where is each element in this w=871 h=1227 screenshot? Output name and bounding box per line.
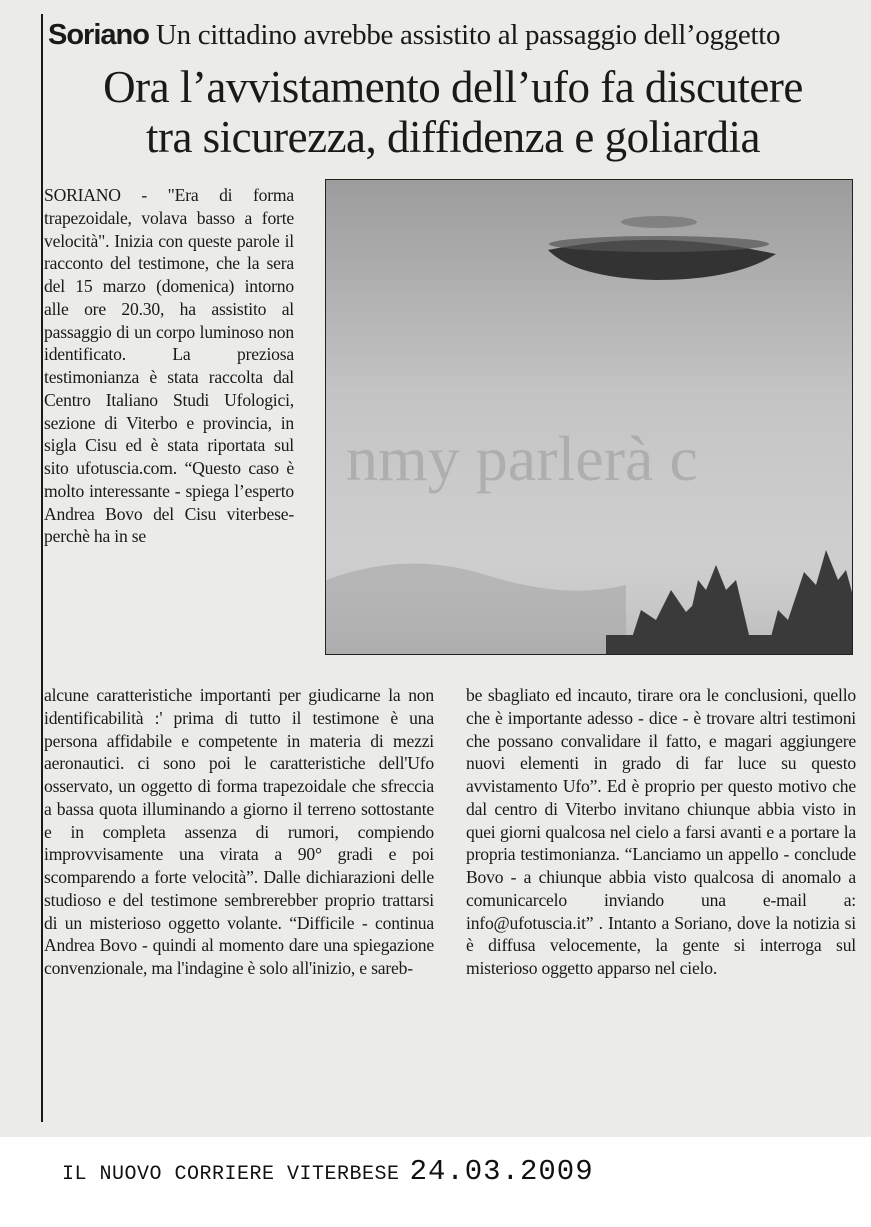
newspaper-name: IL NUOVO CORRIERE VITERBESE — [62, 1163, 400, 1186]
article-column-2 — [44, 684, 434, 980]
article-text-2: alcune caratteristiche importanti per giudicarne la non identificabilità :' prima di tutto il testimone è una persona affidabile e competente in materia di mezzi aeronautici. ci sono poi le caratteristiche dell'Ufo osservato, un oggetto di forma trapezoidale che sfreccia a bassa quota illuminando a giorno il terreno sottostante e in completa assenza di rumori, compiendo improvvisamente una virata a 90° gradi e poi scomparendo a forte velocità”. Dalle dichiarazioni delle studioso e del testimone sembrerebber proprio trattarsi di un misterioso oggetto volante. “Difficile - continua Andrea Bovo - quindi al momento dare una spiegazione convenzionale, ma l'indagine è solo all'inizio, e sareb- — [44, 685, 434, 978]
article-column-3 — [466, 684, 856, 980]
kicker — [48, 14, 780, 56]
publication-date: 24.03.2009 — [409, 1155, 594, 1188]
headline — [48, 62, 858, 162]
headline-line-1: Ora l’avvistamento dell’ufo fa discutere — [103, 62, 803, 112]
ufo-photo — [325, 179, 853, 655]
column-rule — [41, 14, 43, 1122]
kicker-text: Un cittadino avrebbe assistito al passaggio dell’oggetto — [155, 19, 781, 51]
article-text-3: be sbagliato ed incauto, tirare ora le conclusioni, quello che è importante adesso - dice - è trovare altri testimoni che possano convalidare il fatto, e magari aggiungere nuovi elementi in grado di far luce su questo avvistamento Ufo”. Ed è proprio per questo motivo che dal centro di Viterbo invitano chiunque abbia visto in quei giorni qualcosa nel cielo a farsi avanti e a portare la propria testimonianza. “Lanciamo un appello - conclude Bovo - a chiunque abbia visto qualcosa di anomalo a comunicarcelo inviando una e-mail a: info@ufotuscia.it” . Intanto a Soriano, dove la notizia si è diffusa velocemente, la gente si interroga sul misterioso oggetto apparso nel cielo. — [466, 685, 856, 978]
photo-bleed-text: nmy parlerà c — [346, 423, 698, 494]
ufo-photo-image — [326, 180, 853, 655]
source-caption — [62, 1155, 594, 1188]
article-column-1 — [44, 184, 294, 548]
headline-line-2: tra sicurezza, diffidenza e goliardia — [145, 112, 761, 162]
article-text-1: SORIANO - "Era di forma trapezoidale, volava basso a forte velocità". Inizia con queste parole il racconto del testimone, che la sera del 15 marzo (domenica) intorno alle ore 20.30, ha assistito al passaggio di un corpo luminoso non identificato. La preziosa testimonianza è stata raccolta dal Centro Italiano Studi Ufologici, sezione di Viterbo e provincia, in sigla Cisu ed è stata riportata sul sito ufotuscia.com. “Questo caso è molto interessante - spiega l’esperto Andrea Bovo del Cisu viterbese- perchè ha in se — [44, 185, 294, 547]
kicker-place: Soriano — [48, 19, 149, 51]
